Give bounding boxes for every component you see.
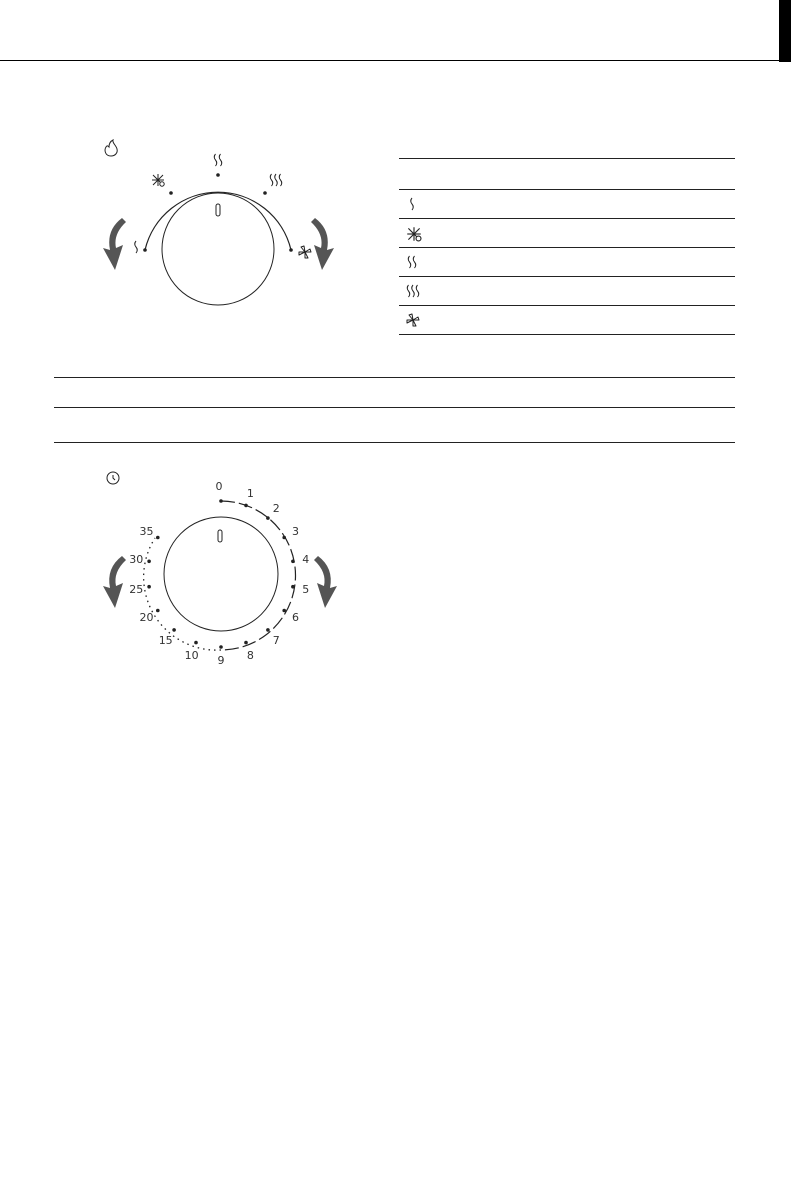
timer-tick-dot [156,536,160,540]
timer-rotate-left-arrow-icon [103,556,126,608]
single-wave-icon [135,241,138,253]
timer-tick-dot [266,516,270,520]
timer-knob [164,517,278,631]
rotate-left-arrow-icon [103,218,126,270]
mode-row-snowflake [399,218,735,247]
snowflake-icon [405,225,423,243]
timer-tick-label: 25 [129,582,144,596]
timer-rotate-right-arrow-icon [314,556,337,608]
clock-icon [107,472,119,484]
timer-tick-dot [266,628,270,632]
mode-row-single-wave [399,189,735,218]
timer-dial [103,472,337,667]
timer-tick-dot [156,609,160,613]
timer-tick-label: 3 [292,525,299,538]
timer-tick-dot [172,628,176,632]
timer-tick-label: 9 [217,654,225,667]
mode-row-fan [399,305,735,334]
triple-wave-icon [270,174,282,186]
mode-legend-table [399,158,735,335]
timer-tick-dot [244,504,248,508]
timer-tick-label: 5 [302,582,310,596]
oven-function-dial [103,140,334,305]
mode-row-double-wave [399,247,735,276]
timer-tick-label: 4 [302,553,310,567]
flame-icon [105,140,117,156]
timer-tick-dot [282,536,286,540]
section-table [54,377,735,443]
timer-tick-dot [219,645,223,649]
triple-wave-icon [405,283,421,299]
timer-tick-label: 2 [272,502,280,516]
timer-tick-dot [219,499,223,503]
double-wave-icon [214,154,222,166]
timer-tick-label: 20 [139,611,154,624]
timer-tick-label: 1 [246,487,254,501]
fan-icon [405,312,421,328]
timer-tick-label: 10 [184,648,199,662]
rotate-right-arrow-icon [311,218,334,270]
timer-tick-label: 7 [272,633,280,647]
section-table-row-2 [54,407,735,442]
mode-table-header [399,158,735,189]
single-wave-icon [405,196,419,212]
snowflake-icon [152,174,164,186]
double-wave-icon [405,254,419,270]
timer-tick-label: 8 [246,648,254,662]
section-table-bottom-rule [54,442,735,443]
timer-tick-dot [282,609,286,613]
timer-tick-dot [194,641,198,645]
timer-tick-dot [244,641,248,645]
timer-tick-label: 15 [158,633,173,647]
timer-tick-label: 30 [129,553,144,567]
mode-row-triple-wave [399,276,735,305]
timer-tick-dot [291,560,295,564]
timer-tick-label: 0 [215,480,223,493]
section-table-row-1 [54,377,735,407]
fan-icon [299,246,311,258]
timer-tick-dot [291,585,295,589]
timer-tick-dot [147,560,151,564]
timer-tick-label: 35 [139,525,154,538]
oven-knob [162,193,274,305]
timer-tick-label: 6 [292,611,299,624]
timer-tick-dot [147,585,151,589]
mode-table-bottom-rule [399,334,735,335]
